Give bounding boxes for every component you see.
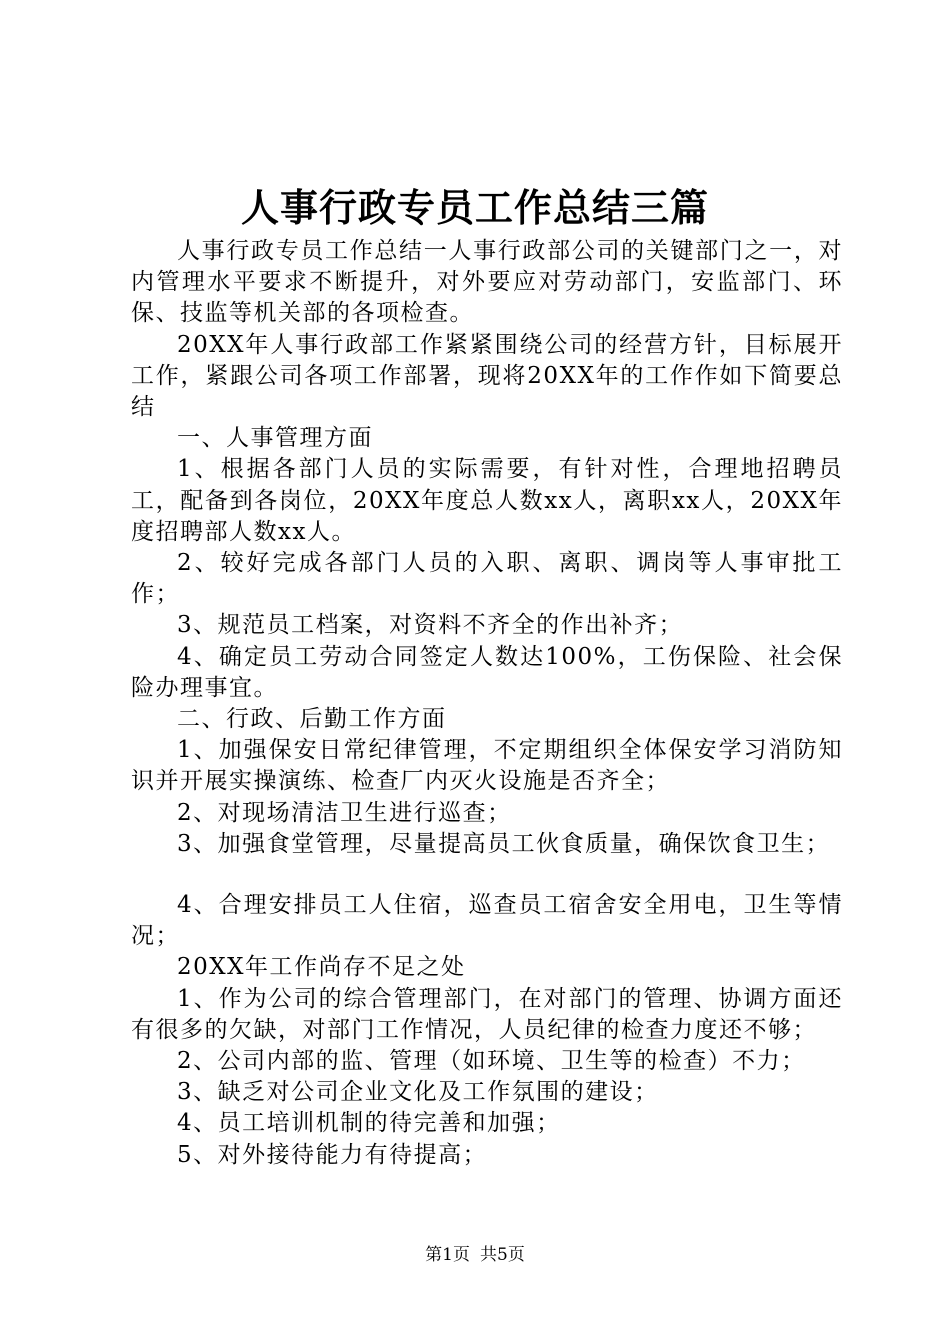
section-heading-admin: 二、行政、后勤工作方面 [177,706,447,733]
paragraph-admin-item-3: 3、加强食堂管理，尽量提高员工伙食质量，确保饮食卫生； [177,830,831,857]
page-total: 共5页 [480,1245,525,1265]
paragraph-shortcoming-3: 3、缺乏对公司企业文化及工作氛围的建设； [177,1079,659,1106]
paragraph-hr-item-4: 4、确定员工劳动合同签定人数达100%，工伤保险、社会保险办理事宜。 [131,643,843,701]
paragraph-intro: 人事行政专员工作总结一人事行政部公司的关键部门之一，对内管理水平要求不断提升，对外要应对劳动部门，安监部门、环保、技监等机关部的各项检查。 [131,238,843,327]
paragraph-shortcoming-5: 5、对外接待能力有待提高； [177,1141,488,1168]
paragraph-shortcoming-2: 2、公司内部的监、管理（如环境、卫生等的检查）不力； [177,1048,806,1075]
paragraph-hr-item-1: 1、根据各部门人员的实际需要，有针对性，合理地招聘员工，配备到各岗位，20XX年度总人数xx人，离职xx人，20XX年度招聘部人数xx人。 [131,456,843,545]
paragraph-hr-item-3: 3、规范员工档案，对资料不齐全的作出补齐； [177,612,684,639]
paragraph-overview: 20XX年人事行政部工作紧紧围绕公司的经营方针，目标展开工作，紧跟公司各项工作部署，现将20XX年的工作作如下简要总结 [131,331,843,421]
paragraph-shortcoming-1: 1、作为公司的综合管理部门，在对部门的管理、协调方面还有很多的欠缺，对部门工作情况，人员纪律的检查力度还不够； [131,985,843,1043]
document-title: 人事行政专员工作总结三篇 [240,185,709,230]
page-footer [0,1243,950,1267]
section-heading-hr: 一、人事管理方面 [177,425,373,452]
page-number: 第1页 [425,1245,470,1265]
paragraph-admin-item-1: 1、加强保安日常纪律管理，不定期组织全体保安学习消防知识并开展实操演练、检查厂内灭火设施是否齐全； [131,737,843,795]
paragraph-admin-item-4: 4、合理安排员工人住宿，巡查员工宿舍安全用电，卫生等情况； [131,892,843,950]
section-heading-shortcomings: 20XX年工作尚存不足之处 [177,954,466,981]
paragraph-admin-item-2: 2、对现场清洁卫生进行巡查； [177,799,512,826]
paragraph-shortcoming-4: 4、员工培训机制的待完善和加强； [177,1110,561,1137]
paragraph-hr-item-2: 2、较好完成各部门人员的入职、离职、调岗等人事审批工作； [131,550,843,608]
document-body [131,236,843,1171]
